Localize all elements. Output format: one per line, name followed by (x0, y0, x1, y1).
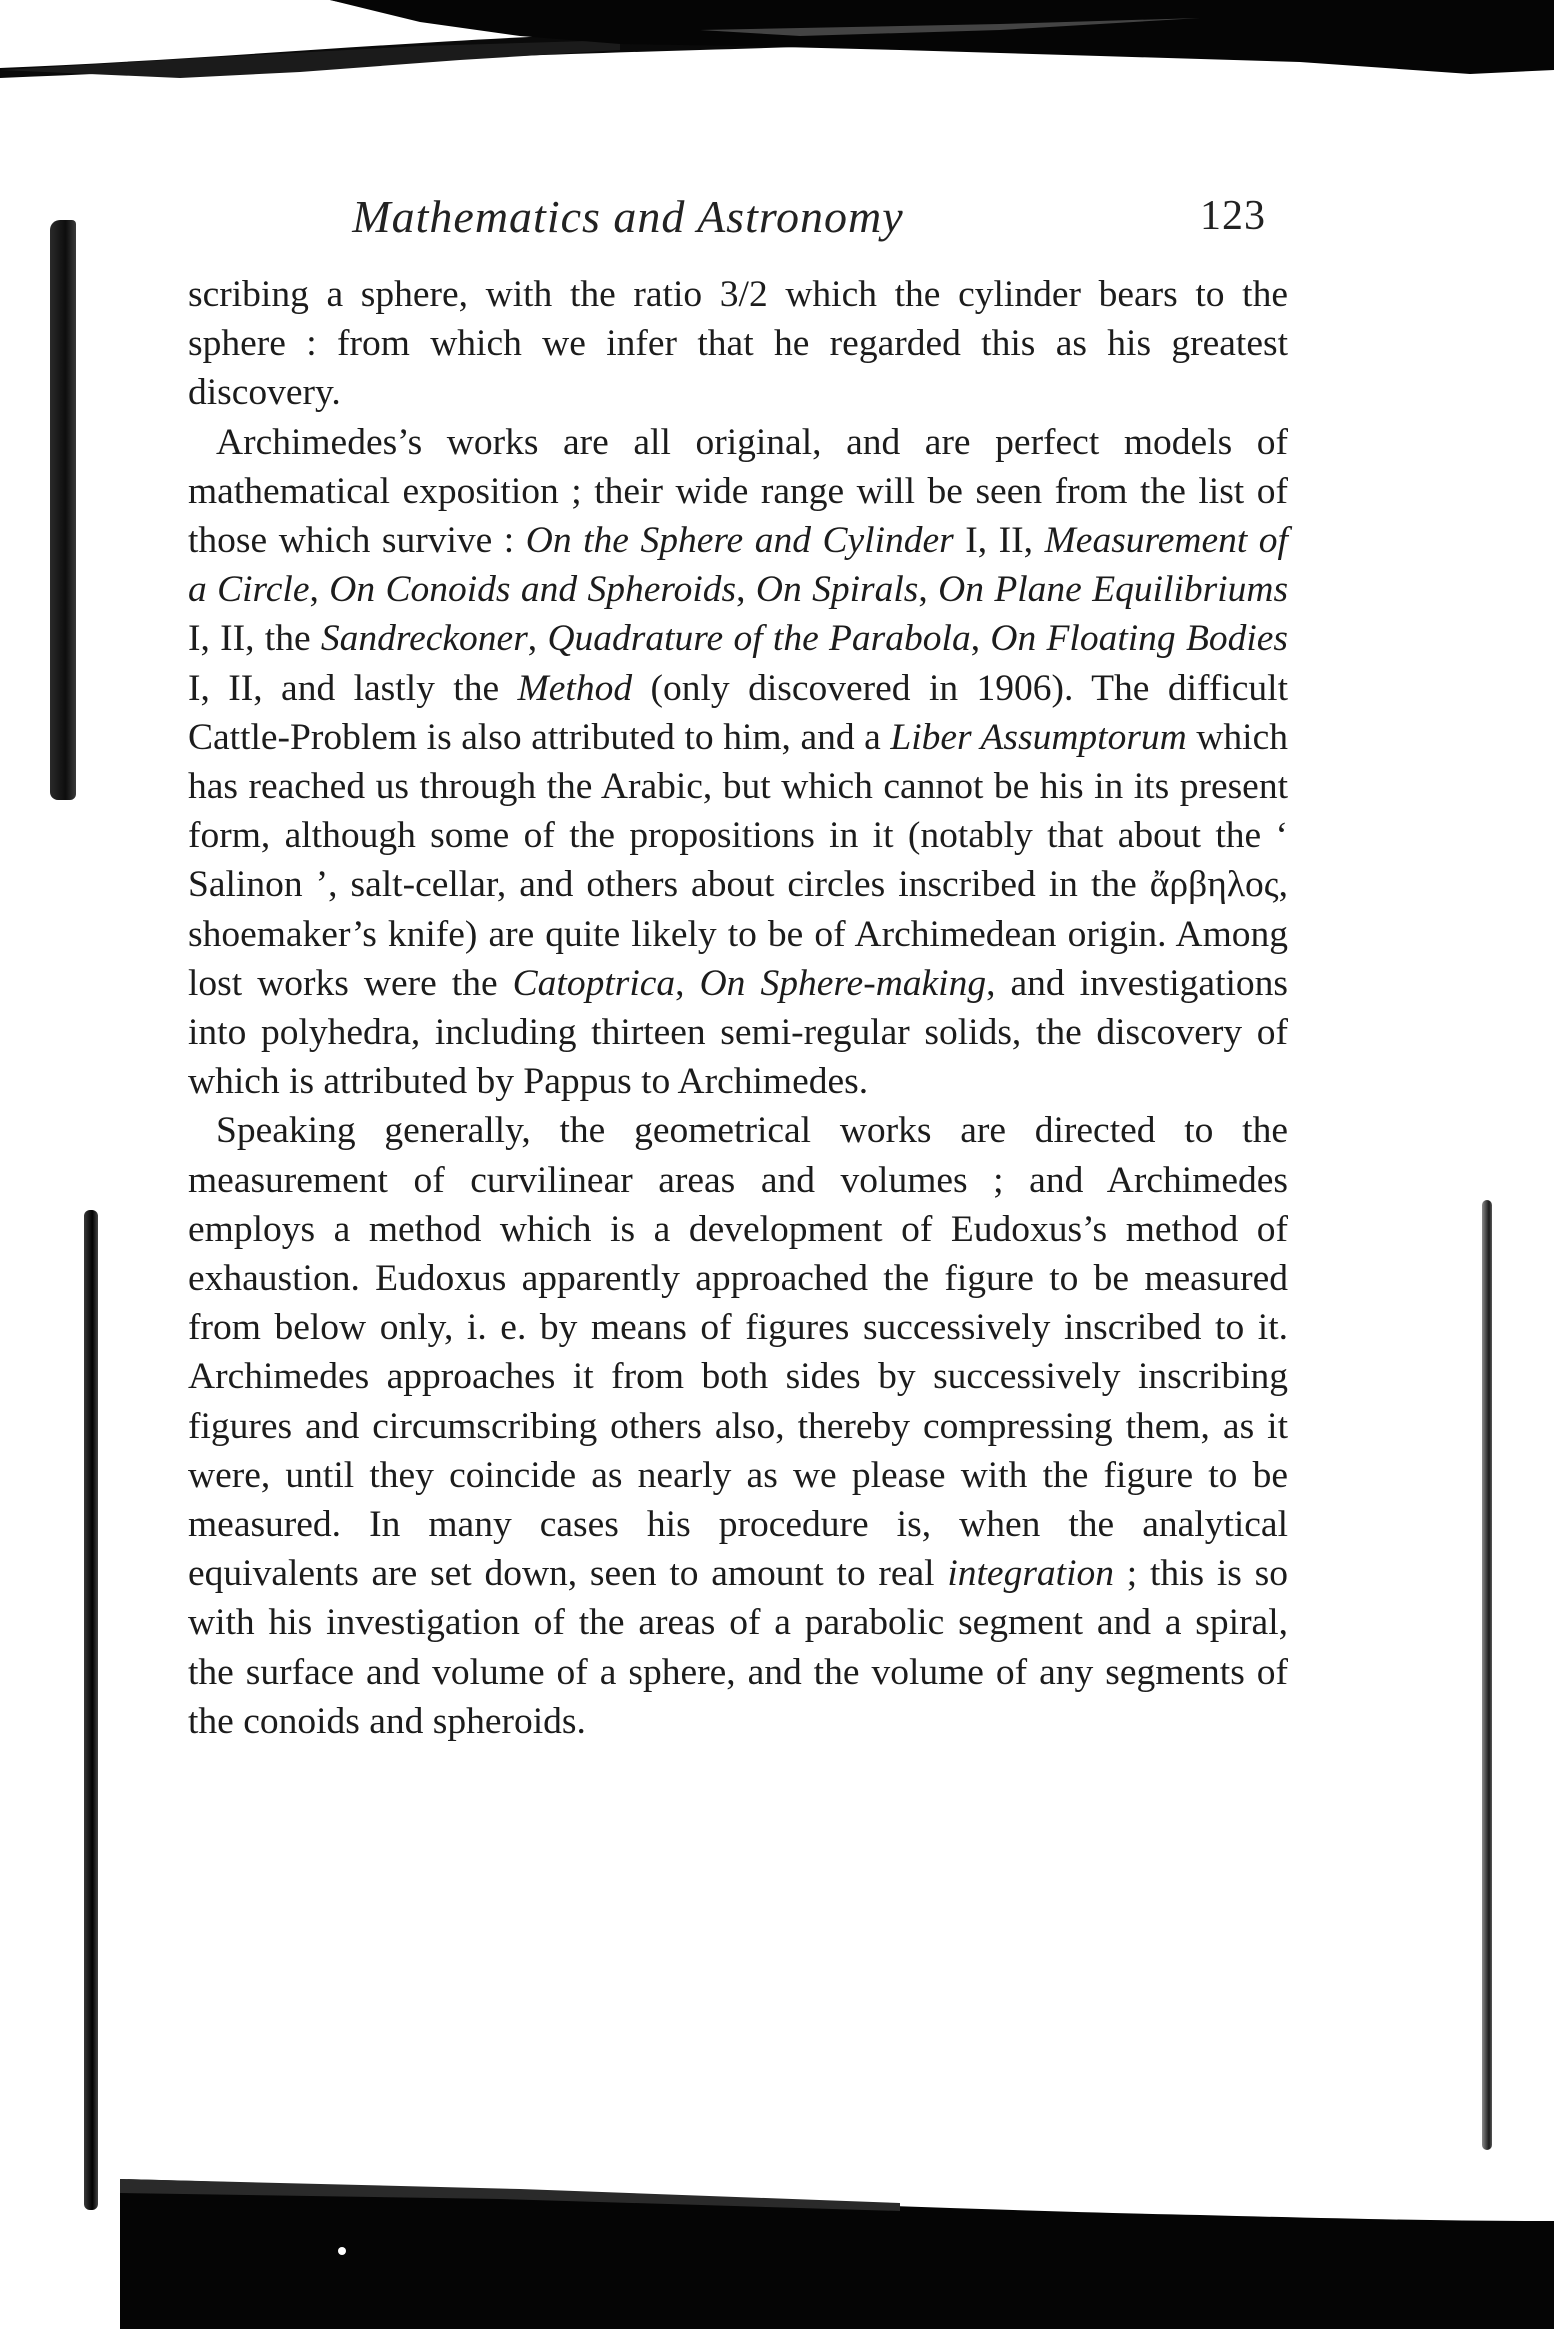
emphasis: integration (947, 1553, 1115, 1595)
paragraph-3 (188, 1106, 1288, 1746)
text-segment: which has reached us through the Arabic, but which cannot be his in its present form, although some of the propositions in it (notably that about the ‘ Salinon ’, salt-cellar, and others about circles inscribed in the ἄρβηλος, shoemaker’s knife) are quite likely to be of Archimedean origin. Among lost works were the (188, 716, 1288, 1004)
work-title: On Plane Equilibriums (938, 569, 1289, 611)
work-title: Quadrature of the Parabola (547, 618, 971, 660)
top-edge-shadow (0, 0, 1554, 90)
text-segment: (only discovered in 1906). The difficult Cattle-Problem is also attributed to him, and a (188, 667, 1288, 758)
binding-shadow-left-top (50, 220, 76, 800)
paragraph-1-text: scribing a sphere, with the ratio 3/2 which the cylinder bears to the sphere : from which we infer that he regarded this as his greatest discovery. (188, 274, 1288, 414)
text-segment: , (527, 618, 548, 660)
scan-edge-bottom (0, 2149, 1554, 2329)
book-page (188, 190, 1288, 1746)
text-segment: , (736, 569, 756, 611)
body-text (188, 270, 1288, 1746)
text-segment: I, II, the (188, 618, 321, 660)
paragraph-1 (188, 270, 1288, 418)
text-segment: , (675, 962, 700, 1004)
work-title: On Spirals (755, 569, 919, 611)
work-title: Method (517, 667, 633, 709)
text-segment: Speaking generally, the geometrical works are directed to the measurement of curvilinear areas and volumes ; and Archimedes employs a method which is a development of Eudoxus’s method of exhaustion. Eudoxus apparently approached the figure to be measured from below only, i. e. by means of figures successively inscribed to it. Archimedes approaches it from both sides by successively inscribing figures and circumscribing others also, thereby compressing them, as it were, until they coincide as nearly as we please with the figure to be measured. In many cases his procedure is, when the analytical equivalents are set down, seen to amount to real (188, 1110, 1288, 1595)
work-title: On Sphere-making (699, 962, 987, 1004)
scan-edge-top (0, 0, 1554, 90)
work-title: On Floating Bodies (990, 618, 1289, 660)
work-title: Liber Assumptorum (890, 716, 1187, 758)
binding-shadow-right (1482, 1200, 1492, 2150)
binding-shadow-left-bottom (84, 1210, 98, 2210)
text-segment: , (970, 618, 991, 660)
text-segment: , and investigations into polyhedra, including thirteen semi-regular solids, the discovery of which is attributed by Pappus to Archimedes. (188, 962, 1289, 1103)
work-title: Sandreckoner (320, 618, 528, 660)
running-header (188, 190, 1288, 270)
work-title: Measurement of a Circle (188, 520, 1288, 611)
bottom-edge-shadow (0, 2149, 1554, 2329)
work-title: On Conoids and Spheroids (329, 569, 737, 611)
text-segment: Archimedes’s works are all original, and are perfect models of mathematical exposition ; their wide range will be seen from the list of those which survive : (188, 421, 1288, 562)
work-title: Catoptrica (512, 962, 676, 1004)
text-segment: ; this is so with his investigation of the areas of a parabolic segment and a spiral, the surface and volume of a sphere, and the volume of any segments of the conoids and spheroids. (188, 1553, 1288, 1742)
running-title: Mathematics and Astronomy (352, 191, 904, 242)
paragraph-2 (188, 418, 1288, 1107)
page-number: 123 (1200, 193, 1266, 239)
text-segment: , (918, 569, 939, 611)
text-segment: I, II, (953, 520, 1045, 562)
work-title: On the Sphere and Cylinder (525, 520, 954, 562)
text-segment: , (309, 569, 330, 611)
text-segment: I, II, and lastly the (188, 667, 518, 709)
